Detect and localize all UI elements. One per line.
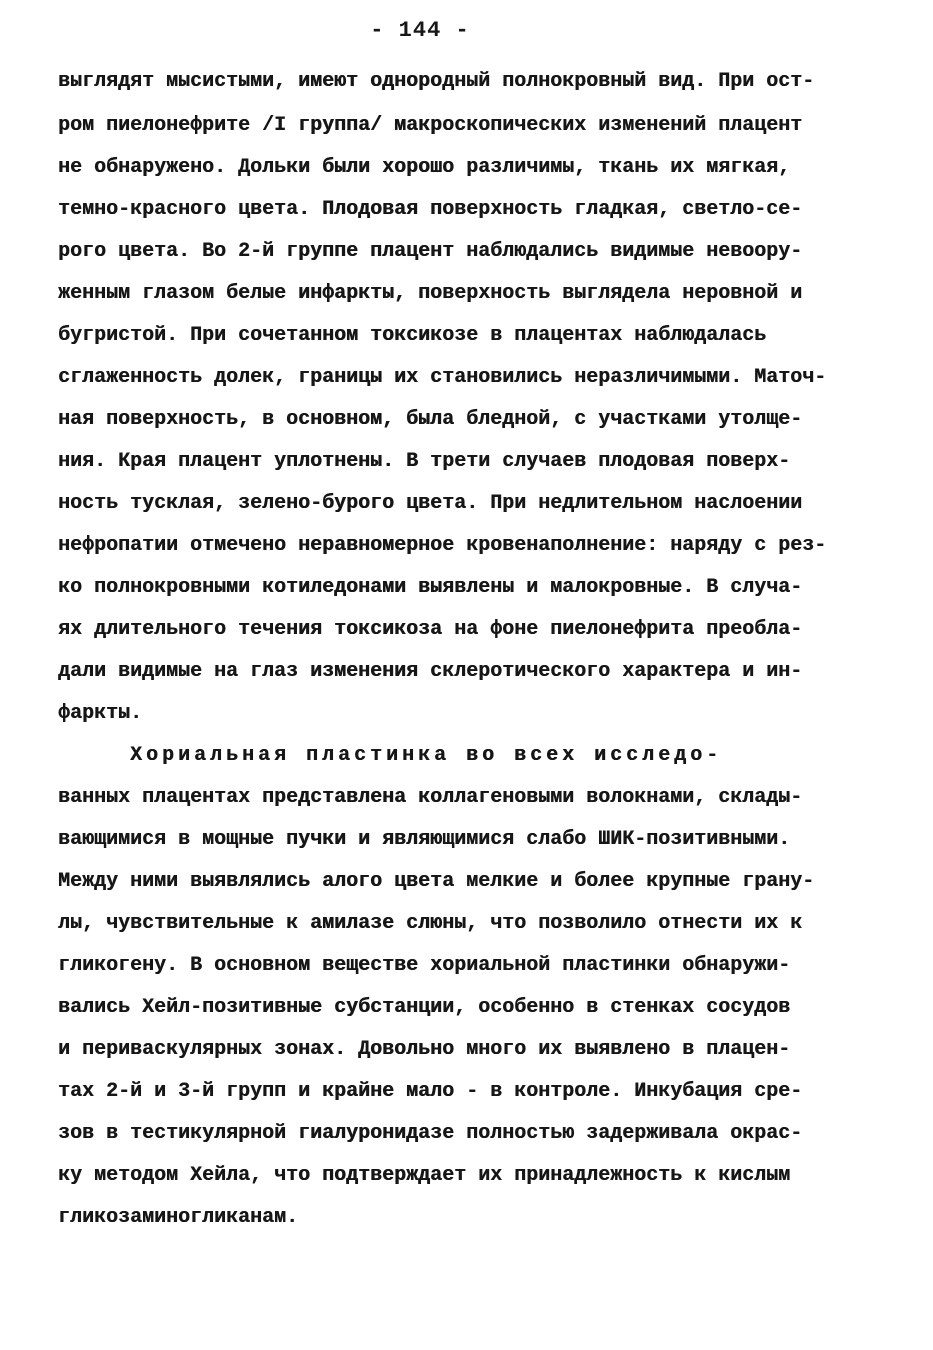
text-line: зов в тестикулярной гиалуронидазе полностью задерживала окрас-: [58, 1122, 803, 1145]
text-line: ром пиелонефрите /I группа/ макроскопических изменений плацент: [58, 114, 803, 137]
text-line: рого цвета. Во 2-й группе плацент наблюдались видимые невоору-: [58, 240, 803, 263]
text-line-heading: Хориальная пластинка во всех исследо-: [130, 744, 723, 767]
text-line: и периваскулярных зонах. Довольно много их выявлено в плацен-: [58, 1038, 791, 1061]
text-line: не обнаружено. Дольки были хорошо различимы, ткань их мягкая,: [58, 156, 791, 179]
text-line: нефропатии отмечено неравномерное кровенаполнение: наряду с рез-: [58, 534, 827, 557]
page-number: - 144 -: [370, 18, 470, 43]
text-line: гликозаминогликанам.: [58, 1206, 299, 1229]
text-line: бугристой. При сочетанном токсикозе в плацентах наблюдалась: [58, 324, 767, 347]
text-line: темно-красного цвета. Плодовая поверхность гладкая, светло-се-: [58, 198, 803, 221]
text-line: ная поверхность, в основном, была бледной, с участками утолще-: [58, 408, 803, 431]
text-line: лы, чувствительные к амилазе слюны, что позволило отнести их к: [58, 912, 803, 935]
text-line: гликогену. В основном веществе хориальной пластинки обнаружи-: [58, 954, 791, 977]
text-line: дали видимые на глаз изменения склеротического характера и ин-: [58, 660, 803, 683]
text-line: фаркты.: [58, 702, 143, 725]
text-line: женным глазом белые инфаркты, поверхность выглядела неровной и: [58, 282, 803, 305]
text-line: вающимися в мощные пучки и являющимися слабо ШИК-позитивными.: [58, 828, 791, 851]
text-line: ванных плацентах представлена коллагеновыми волокнами, склады-: [58, 786, 803, 809]
text-line: ность тусклая, зелено-бурого цвета. При недлительном наслоении: [58, 492, 803, 515]
text-line: Между ними выявлялись алого цвета мелкие и более крупные грану-: [58, 870, 815, 893]
text-line: тах 2-й и 3-й групп и крайне мало - в контроле. Инкубация сре-: [58, 1080, 803, 1103]
text-line: ях длительного течения токсикоза на фоне пиелонефрита преобла-: [58, 618, 803, 641]
text-line: выглядят мысистыми, имеют однородный полнокровный вид. При ост-: [58, 70, 815, 93]
text-line: ко полнокровными котиледонами выявлены и малокровные. В случа-: [58, 576, 803, 599]
text-line: сглаженность долек, границы их становились неразличимыми. Маточ-: [58, 366, 827, 389]
text-line: ку методом Хейла, что подтверждает их принадлежность к кислым: [58, 1164, 791, 1187]
text-line: вались Хейл-позитивные субстанции, особенно в стенках сосудов: [58, 996, 791, 1019]
text-line: ния. Края плацент уплотнены. В трети случаев плодовая поверх-: [58, 450, 791, 473]
